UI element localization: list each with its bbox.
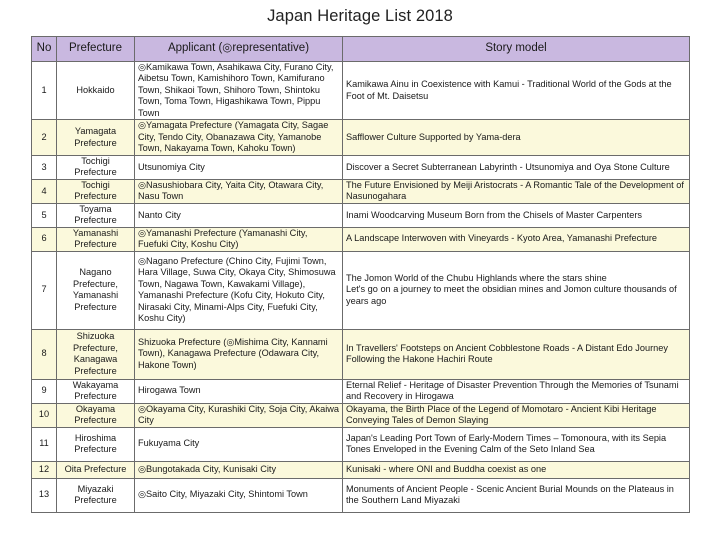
cell-applicant: ◎Kamikawa Town, Asahikawa City, Furano City, Aibetsu Town, Kamishihoro Town, Kamifurano Town, Shikaoi Town, Shihoro Town, Shintoku Town, Toma Town, Higashikawa Town, Pippu Town	[135, 62, 343, 120]
cell-story	[343, 179, 690, 203]
cell-no: 10	[32, 403, 57, 427]
cell-prefecture: Nagano Prefecture, Yamanashi Prefecture	[57, 251, 135, 329]
story-line: Discover a Secret Subterranean Labyrinth - Utsunomiya and Oya Stone Culture	[346, 161, 670, 172]
cell-story	[343, 156, 690, 180]
cell-story	[343, 329, 690, 379]
cell-no: 3	[32, 156, 57, 180]
story-line: In Travellers' Footsteps on Ancient Cobblestone Roads - A Distant Edo Journey Following the Hakone Hachiri Route	[346, 342, 668, 365]
cell-story	[343, 379, 690, 403]
page-title: Japan Heritage List 2018	[267, 7, 453, 25]
cell-applicant: ◎Yamanashi Prefecture (Yamanashi City, Fuefuki City, Koshu City)	[135, 227, 343, 251]
cell-no: 11	[32, 427, 57, 461]
cell-prefecture: Miyazaki Prefecture	[57, 478, 135, 512]
cell-story	[343, 203, 690, 227]
cell-no: 13	[32, 478, 57, 512]
story-line: Japan's Leading Port Town of Early-Modern Times – Tomonoura, with its Sepia Tones Enveloped in the Evening Calm of the Seto Inland Sea	[346, 432, 667, 455]
story-line: Kunisaki - where ONI and Buddha coexist as one	[346, 463, 547, 474]
table-row	[32, 461, 690, 478]
cell-prefecture: Tochigi Prefecture	[57, 179, 135, 203]
story-line: Safflower Culture Supported by Yama-dera	[346, 131, 521, 142]
cell-no: 12	[32, 461, 57, 478]
table-row	[32, 251, 690, 329]
header-prefecture: Prefecture	[57, 37, 135, 62]
cell-prefecture: Tochigi Prefecture	[57, 156, 135, 180]
table-row	[32, 62, 690, 120]
cell-story	[343, 461, 690, 478]
cell-story	[343, 227, 690, 251]
header-no: No	[32, 37, 57, 62]
table-row	[32, 156, 690, 180]
cell-applicant: ◎Nagano Prefecture (Chino City, Fujimi Town, Hara Village, Suwa City, Okaya City, Shimosuwa Town, Nagawa Town, Kawakami Village), Yamanashi Prefecture (Kofu City, Hokuto City, Nirasaki City, Minami-Alps City, Fuefuki City, Koshu City)	[135, 251, 343, 329]
cell-prefecture: Toyama Prefecture	[57, 203, 135, 227]
table-row	[32, 379, 690, 403]
story-line: The Jomon World of the Chubu Highlands where the stars shine	[346, 273, 607, 284]
table-row	[32, 478, 690, 512]
cell-story	[343, 403, 690, 427]
cell-applicant: Hirogawa Town	[135, 379, 343, 403]
story-line: Let's go on a journey to meet the obsidian mines and Jomon culture thousands of years ago	[346, 284, 677, 306]
cell-applicant: ◎Bungotakada City, Kunisaki City	[135, 461, 343, 478]
table-row	[32, 227, 690, 251]
story-line: A Landscape Interwoven with Vineyards - Kyoto Area, Yamanashi Prefecture	[346, 233, 658, 244]
cell-no: 7	[32, 251, 57, 329]
cell-story	[343, 427, 690, 461]
cell-no: 1	[32, 62, 57, 120]
cell-applicant: Fukuyama City	[135, 427, 343, 461]
cell-story	[343, 120, 690, 156]
cell-story	[343, 251, 690, 329]
cell-prefecture: Oita Prefecture	[57, 461, 135, 478]
cell-applicant: ◎Okayama City, Kurashiki City, Soja City, Akaiwa City	[135, 403, 343, 427]
cell-no: 8	[32, 329, 57, 379]
cell-no: 6	[32, 227, 57, 251]
cell-applicant: Utsunomiya City	[135, 156, 343, 180]
table-row	[32, 403, 690, 427]
cell-prefecture: Hiroshima Prefecture	[57, 427, 135, 461]
story-line: Monuments of Ancient People - Scenic Ancient Burial Mounds on the Plateaus in the Southern Land Miyazaki	[346, 483, 674, 506]
cell-prefecture: Yamanashi Prefecture	[57, 227, 135, 251]
table-row	[32, 427, 690, 461]
story-line: The Future Envisioned by Meiji Aristocrats - A Romantic Tale of the Development of Nasunogahara	[346, 179, 684, 202]
header-applicant: Applicant (◎representative)	[135, 37, 343, 62]
cell-prefecture: Shizuoka Prefecture, Kanagawa Prefecture	[57, 329, 135, 379]
table-row	[32, 329, 690, 379]
cell-applicant: Nanto City	[135, 203, 343, 227]
story-line: Inami Woodcarving Museum Born from the Chisels of Master Carpenters	[346, 209, 642, 220]
cell-no: 4	[32, 179, 57, 203]
table-row	[32, 179, 690, 203]
cell-story	[343, 62, 690, 120]
cell-prefecture: Wakayama Prefecture	[57, 379, 135, 403]
story-line: Kamikawa Ainu in Coexistence with Kamui - Traditional World of the Gods at the Foot of Mt. Daisetsu	[346, 79, 672, 101]
cell-applicant: ◎Saito City, Miyazaki City, Shintomi Town	[135, 478, 343, 512]
table-row	[32, 203, 690, 227]
heritage-table	[31, 36, 690, 513]
cell-applicant: Shizuoka Prefecture (◎Mishima City, Kannami Town), Kanagawa Prefecture (Odawara City, Hakone Town)	[135, 329, 343, 379]
cell-prefecture: Okayama Prefecture	[57, 403, 135, 427]
header-row	[32, 37, 690, 62]
cell-no: 2	[32, 120, 57, 156]
cell-no: 9	[32, 379, 57, 403]
cell-prefecture: Hokkaido	[57, 62, 135, 120]
header-story: Story model	[343, 37, 690, 62]
story-line: Eternal Relief - Heritage of Disaster Prevention Through the Memories of Tsunami and Recovery in Hirogawa	[346, 379, 679, 402]
cell-applicant: ◎Nasushiobara City, Yaita City, Otawara City, Nasu Town	[135, 179, 343, 203]
cell-story	[343, 478, 690, 512]
cell-prefecture: Yamagata Prefecture	[57, 120, 135, 156]
story-line: Okayama, the Birth Place of the Legend of Momotaro - Ancient Kibi Heritage Conveying Tales of Demon Slaying	[346, 403, 657, 426]
cell-no: 5	[32, 203, 57, 227]
cell-applicant: ◎Yamagata Prefecture (Yamagata City, Sagae City, Tendo City, Obanazawa City, Yamanobe Town, Nakayama Town, Kahoku Town)	[135, 120, 343, 156]
table-row	[32, 120, 690, 156]
